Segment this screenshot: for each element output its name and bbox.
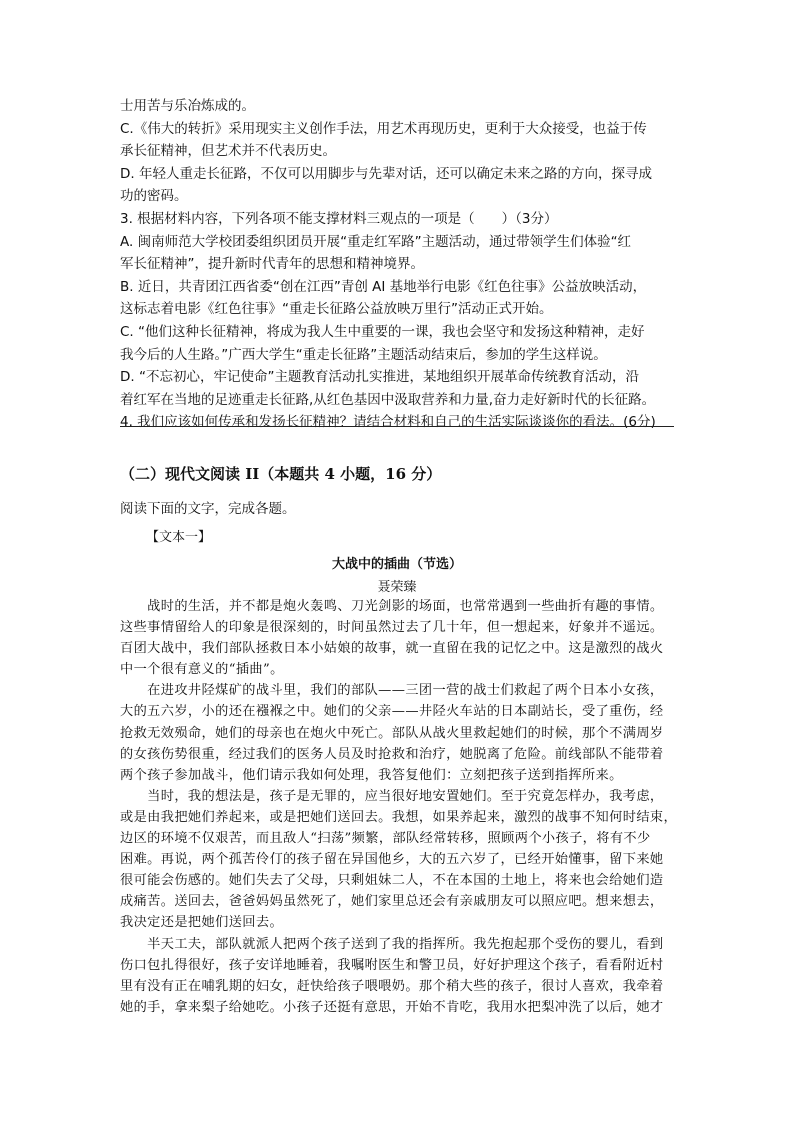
body-line: 或是由我把她们养起来，或是把她们送回去。我想，如果养起来，激烈的战事不知何时结束， bbox=[120, 809, 678, 825]
body-line: 大的五六岁，小的还在襁褓之中。她们的父亲——井陉火车站的日本副站长，受了重伤，经 bbox=[120, 704, 664, 720]
body-line: 百团大战中，我们部队拯救日本小姑娘的故事，就一直留在我的记忆之中。这是激烈的战火 bbox=[120, 641, 664, 657]
body-line: 困难。再说，两个孤苦伶仃的孩子留在异国他乡，大的五六岁了，已经开始懂事，留下来她 bbox=[120, 852, 664, 868]
option-d-line: D. “不忘初心，牢记使命”主题教育活动扎实推进，某地组织开展革命传统教育活动，沿 bbox=[120, 369, 639, 386]
text-line: 军长征精神”，提升新时代青年的思想和精神境界。 bbox=[120, 256, 424, 273]
body-line: 我决定还是把她们送回去。 bbox=[120, 915, 284, 931]
option-c-line: C.《伟大的转折》采用现实主义创作手法，用艺术再现历史，更利于大众接受，也益于传 bbox=[120, 120, 647, 137]
body-line: 很可能会伤感的。她们失去了父母，只剩姐妹二人，不在本国的土地上，将来也会给她们造 bbox=[120, 873, 664, 889]
body-line: 当时，我的想法是，孩子是无罪的，应当很好地安置她们。至于究竟怎样办，我考虑， bbox=[120, 788, 664, 804]
text-line: 我今后的人生路。”广西大学生“重走长征路”主题活动结束后，参加的学生这样说。 bbox=[120, 346, 607, 363]
question-3: 3. 根据材料内容，下列各项不能支撑材料三观点的一项是（ ）（3分） bbox=[120, 210, 558, 227]
body-line: 的女孩伤势很重，经过我们的医务人员及时抢救和治疗，她脱离了危险。前线部队不能带着 bbox=[120, 746, 664, 762]
question-block bbox=[120, 95, 680, 434]
question-4: 4. 我们应该如何传承和发扬长征精神？请结合材料和自己的生活实际谈谈你的看法。(6分) bbox=[120, 414, 656, 431]
option-b-line: B. 近日，共青团江西省委“创在江西”青创 AI 基地举行电影《红色往事》公益放映活动， bbox=[120, 278, 647, 295]
article-title: 大战中的插曲（节选） bbox=[331, 557, 462, 572]
text-line: 承长征精神，但艺术并不代表历史。 bbox=[120, 143, 336, 160]
text-line: 功的密码。 bbox=[120, 188, 188, 205]
text-line: 着红军在当地的足迹重走长征路,从红色基因中汲取营养和力量,奋力走好新时代的长征路。 bbox=[120, 391, 656, 408]
body-line: 抢救无效殒命，她们的母亲也在炮火中死亡。部队从战火里救起她们的时候，那个不满周岁 bbox=[120, 725, 664, 741]
text-line: 这标志着电影《红色往事》“重走长征路公益放映万里行”活动正式开始。 bbox=[120, 301, 553, 318]
answer-line bbox=[120, 426, 674, 427]
text-line: 士用苦与乐冶炼成的。 bbox=[120, 98, 255, 114]
article-body bbox=[120, 596, 680, 1018]
body-line: 成痛苦。送回去，爸爸妈妈虽然死了，她们家里总还会有亲戚朋友可以照应吧。想来想去， bbox=[120, 894, 664, 910]
body-line: 中一个很有意义的“插曲”。 bbox=[120, 662, 284, 678]
body-line: 战时的生活，并不都是炮火轰鸣、刀光剑影的场面，也常常遇到一些曲折有趣的事情。 bbox=[120, 599, 664, 614]
article-author: 聂荣臻 bbox=[377, 580, 417, 595]
body-line: 两个孩子参加战斗，他们请示我如何处理，我答复他们：立刻把孩子送到指挥所来。 bbox=[120, 767, 623, 783]
body-line: 边区的环境不仅艰苦，而且敌人“扫荡”频繁，部队经常转移，照顾两个小孩子，将有不少 bbox=[120, 831, 651, 847]
option-a-line: A. 闽南师范大学校团委组织团员开展“重走红军路”主题活动，通过带领学生们体验“红 bbox=[120, 233, 632, 250]
body-line: 她的手，拿来梨子给她吃。小孩子还挺有意思，开始不肯吃，我用水把梨冲洗了以后，她才 bbox=[120, 999, 664, 1015]
option-c-line: C. “他们这种长征精神，将成为我人生中重要的一课，我也会坚守和发扬这种精神，走好 bbox=[120, 323, 645, 340]
body-line: 在进攻井陉煤矿的战斗里，我们的部队——三团一营的战士们救起了两个日本小女孩， bbox=[120, 683, 664, 699]
section-heading: （二）现代文阅读 II（本题共 4 小题，16 分） bbox=[120, 465, 442, 483]
body-line: 半天工夫，部队就派人把两个孩子送到了我的指挥所。我先抱起那个受伤的婴儿，看到 bbox=[120, 936, 664, 952]
text-label: 【文本一】 bbox=[146, 530, 212, 545]
body-line: 这些事情留给人的印象是很深刻的，时间虽然过去了几十年，但一想起来，好象并不遥远。 bbox=[120, 620, 664, 636]
instruction-text: 阅读下面的文字，完成各题。 bbox=[120, 501, 296, 517]
body-line: 里有没有正在哺乳期的妇女，赶快给孩子喂喂奶。那个稍大些的孩子，很讨人喜欢，我牵着 bbox=[120, 978, 664, 994]
body-line: 伤口包扎得很好，孩子安详地睡着，我嘱咐医生和警卫员，好好护理这个孩子，看看附近村 bbox=[120, 957, 664, 973]
option-d-line: D. 年轻人重走长征路，不仅可以用脚步与先辈对话，还可以确定未来之路的方向，探寻成 bbox=[120, 165, 652, 182]
